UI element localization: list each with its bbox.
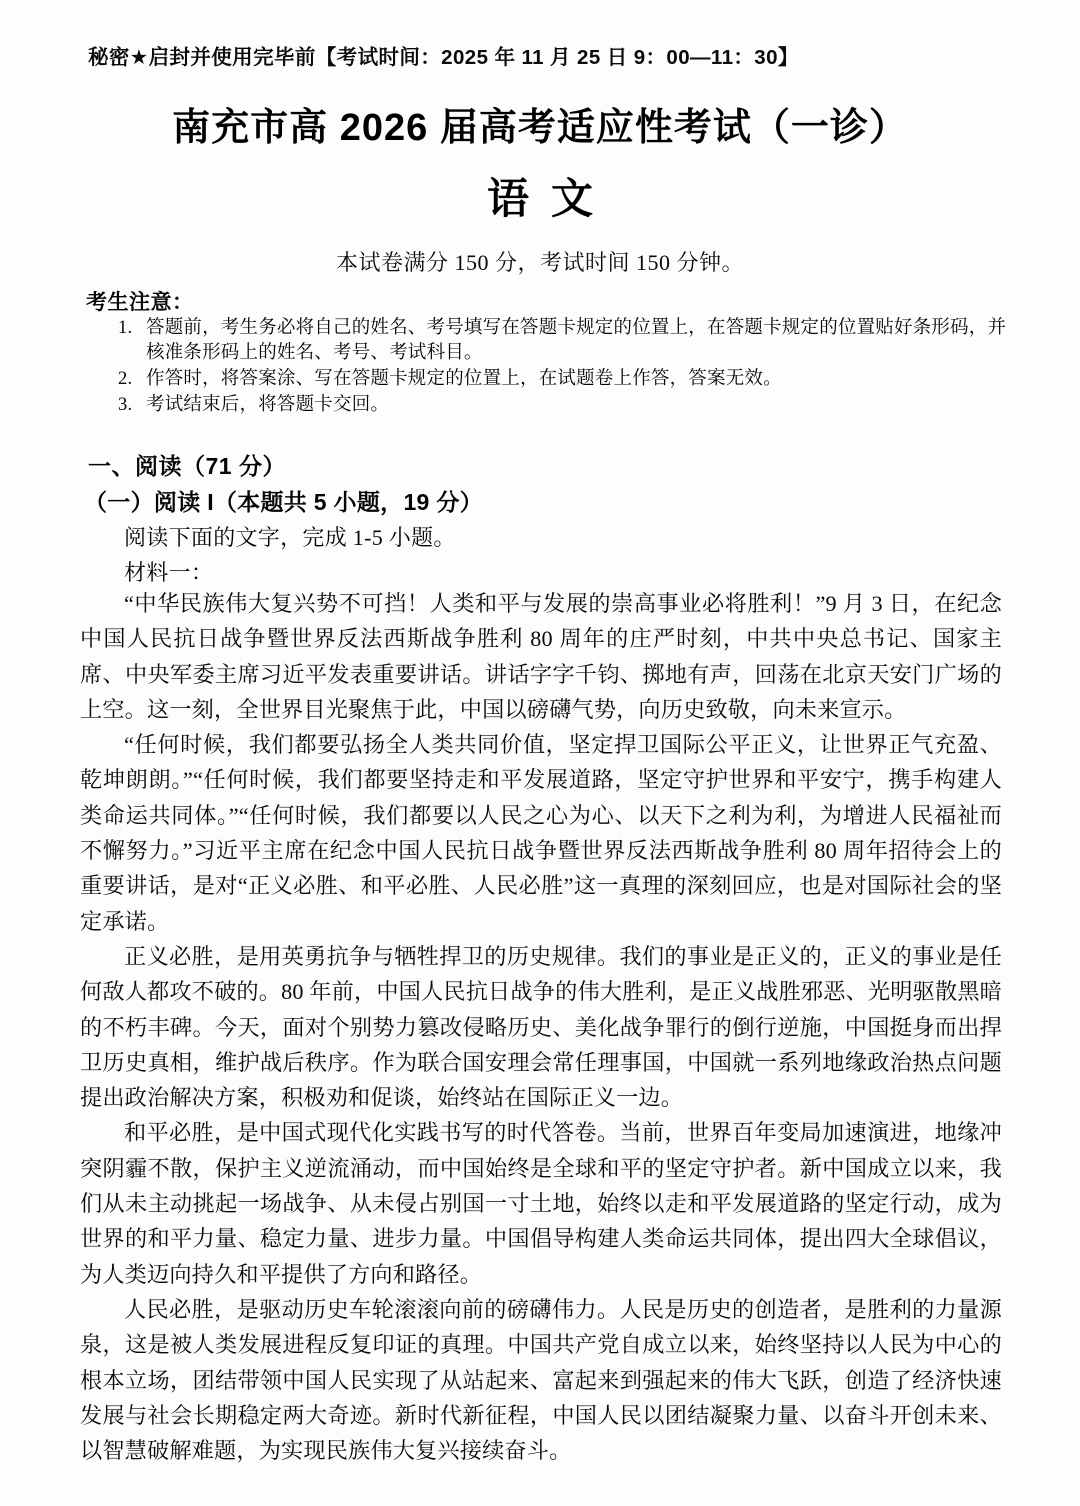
section-heading-part-one: 一、阅读（71 分） (88, 453, 286, 479)
passage-paragraph: 正义必胜，是用英勇抗争与牺牲捍卫的历史规律。我们的事业是正义的，正义的事业是任何敌人都攻不破的。80 年前，中国人民抗日战争的伟大胜利，是正义战胜邪恶、光明驱散黑暗的不朽丰碑。今天，面对个别势力篡改侵略历史、美化战争罪行的倒行逆施，中国挺身而出捍卫历史真相，维护战后秩序。作为联合国安理会常任理事国，中国就一系列地缘政治热点问题提出政治解决方案，积极劝和促谈，始终站在国际正义一边。 (80, 943, 1002, 1111)
candidate-notice-heading: 考生注意： (86, 291, 194, 314)
list-item-text: 作答时，将答案涂、写在答题卡规定的位置上，在试题卷上作答，答案无效。 (146, 369, 782, 389)
passage-body (80, 586, 1002, 1468)
candidate-notice-list (118, 316, 1008, 419)
list-item-number: 1. (118, 318, 133, 338)
list-item (118, 393, 1008, 418)
list-item-number: 2. (118, 369, 133, 389)
section-heading-group-one: （一）阅读 I（本题共 5 小题，19 分） (84, 489, 483, 515)
list-item-number: 3. (118, 395, 133, 415)
total-score-and-duration: 本试卷满分 150 分，考试时间 150 分钟。 (335, 250, 744, 275)
passage-paragraph: “中华民族伟大复兴势不可挡！人类和平与发展的崇高事业必将胜利！”9 月 3 日，在纪念中国人民抗日战争暨世界反法西斯战争胜利 80 周年的庄严时刻，中共中央总书记、国家主席、中央军委主席习近平发表重要讲话。讲话字字千钧、掷地有声，回荡在北京天安门广场的上空。这一刻，全世界目光聚焦于此，中国以磅礴气势，向历史致敬，向未来宣示。 (80, 591, 1002, 722)
passage-paragraph: “任何时候，我们都要弘扬全人类共同价值，坚定捍卫国际公平正义，让世界正气充盈、乾坤朗朗。”“任何时候，我们都要坚持走和平发展道路，坚定守护世界和平安宁，携手构建人类命运共同体。”“任何时候，我们都要以人民之心为心、以天下之利为利，为增进人民福祉而不懈努力。”习近平主席在纪念中国人民抗日战争暨世界反法西斯战争胜利 80 周年招待会上的重要讲话，是对“正义必胜、和平必胜、人民必胜”这一真理的深刻回应，也是对国际社会的坚定承诺。 (80, 732, 1002, 934)
passage-paragraph: 和平必胜，是中国式现代化实践书写的时代答卷。当前，世界百年变局加速演进，地缘冲突阴霾不散，保护主义逆流涌动，而中国始终是全球和平的坚定守护者。新中国成立以来，我们从未主动挑起一场战争、从未侵占别国一寸土地，始终以走和平发展道路的坚定行动，成为世界的和平力量、稳定力量、进步力量。中国倡导构建人类命运共同体，提出四大全球倡议，为人类迈向持久和平提供了方向和路径。 (80, 1120, 1002, 1287)
list-item (118, 316, 1008, 366)
list-item-text: 考试结束后，将答题卡交回。 (146, 395, 390, 415)
reading-instruction: 阅读下面的文字，完成 1-5 小题。 (124, 525, 456, 550)
subject-title: 语文 (486, 177, 615, 223)
list-item-text: 答题前，考生务必将自己的姓名、考号填写在答题卡规定的位置上，在答题卡规定的位置贴好条形码，并核准条形码上的姓名、考号、考试科目。 (146, 318, 1007, 363)
material-label: 材料一： (124, 560, 214, 585)
page-title: 南充市高 2026 届高考适应性考试（一诊） (172, 107, 908, 149)
secrecy-and-exam-time-line: 秘密★启封并使用完毕前【考试时间：2025 年 11 月 25 日 9：00—11：30】 (88, 46, 799, 69)
list-item (118, 367, 1008, 392)
passage-paragraph: 人民必胜，是驱动历史车轮滚滚向前的磅礴伟力。人民是历史的创造者，是胜利的力量源泉，这是被人类发展进程反复印证的真理。中国共产党自成立以来，始终坚持以人民为中心的根本立场，团结带领中国人民实现了从站起来、富起来到强起来的伟大飞跃，创造了经济快速发展与社会长期稳定两大奇迹。新时代新征程，中国人民以团结凝聚力量、以奋斗开创未来、以智慧破解难题，为实现民族伟大复兴接续奋斗。 (80, 1296, 1002, 1464)
